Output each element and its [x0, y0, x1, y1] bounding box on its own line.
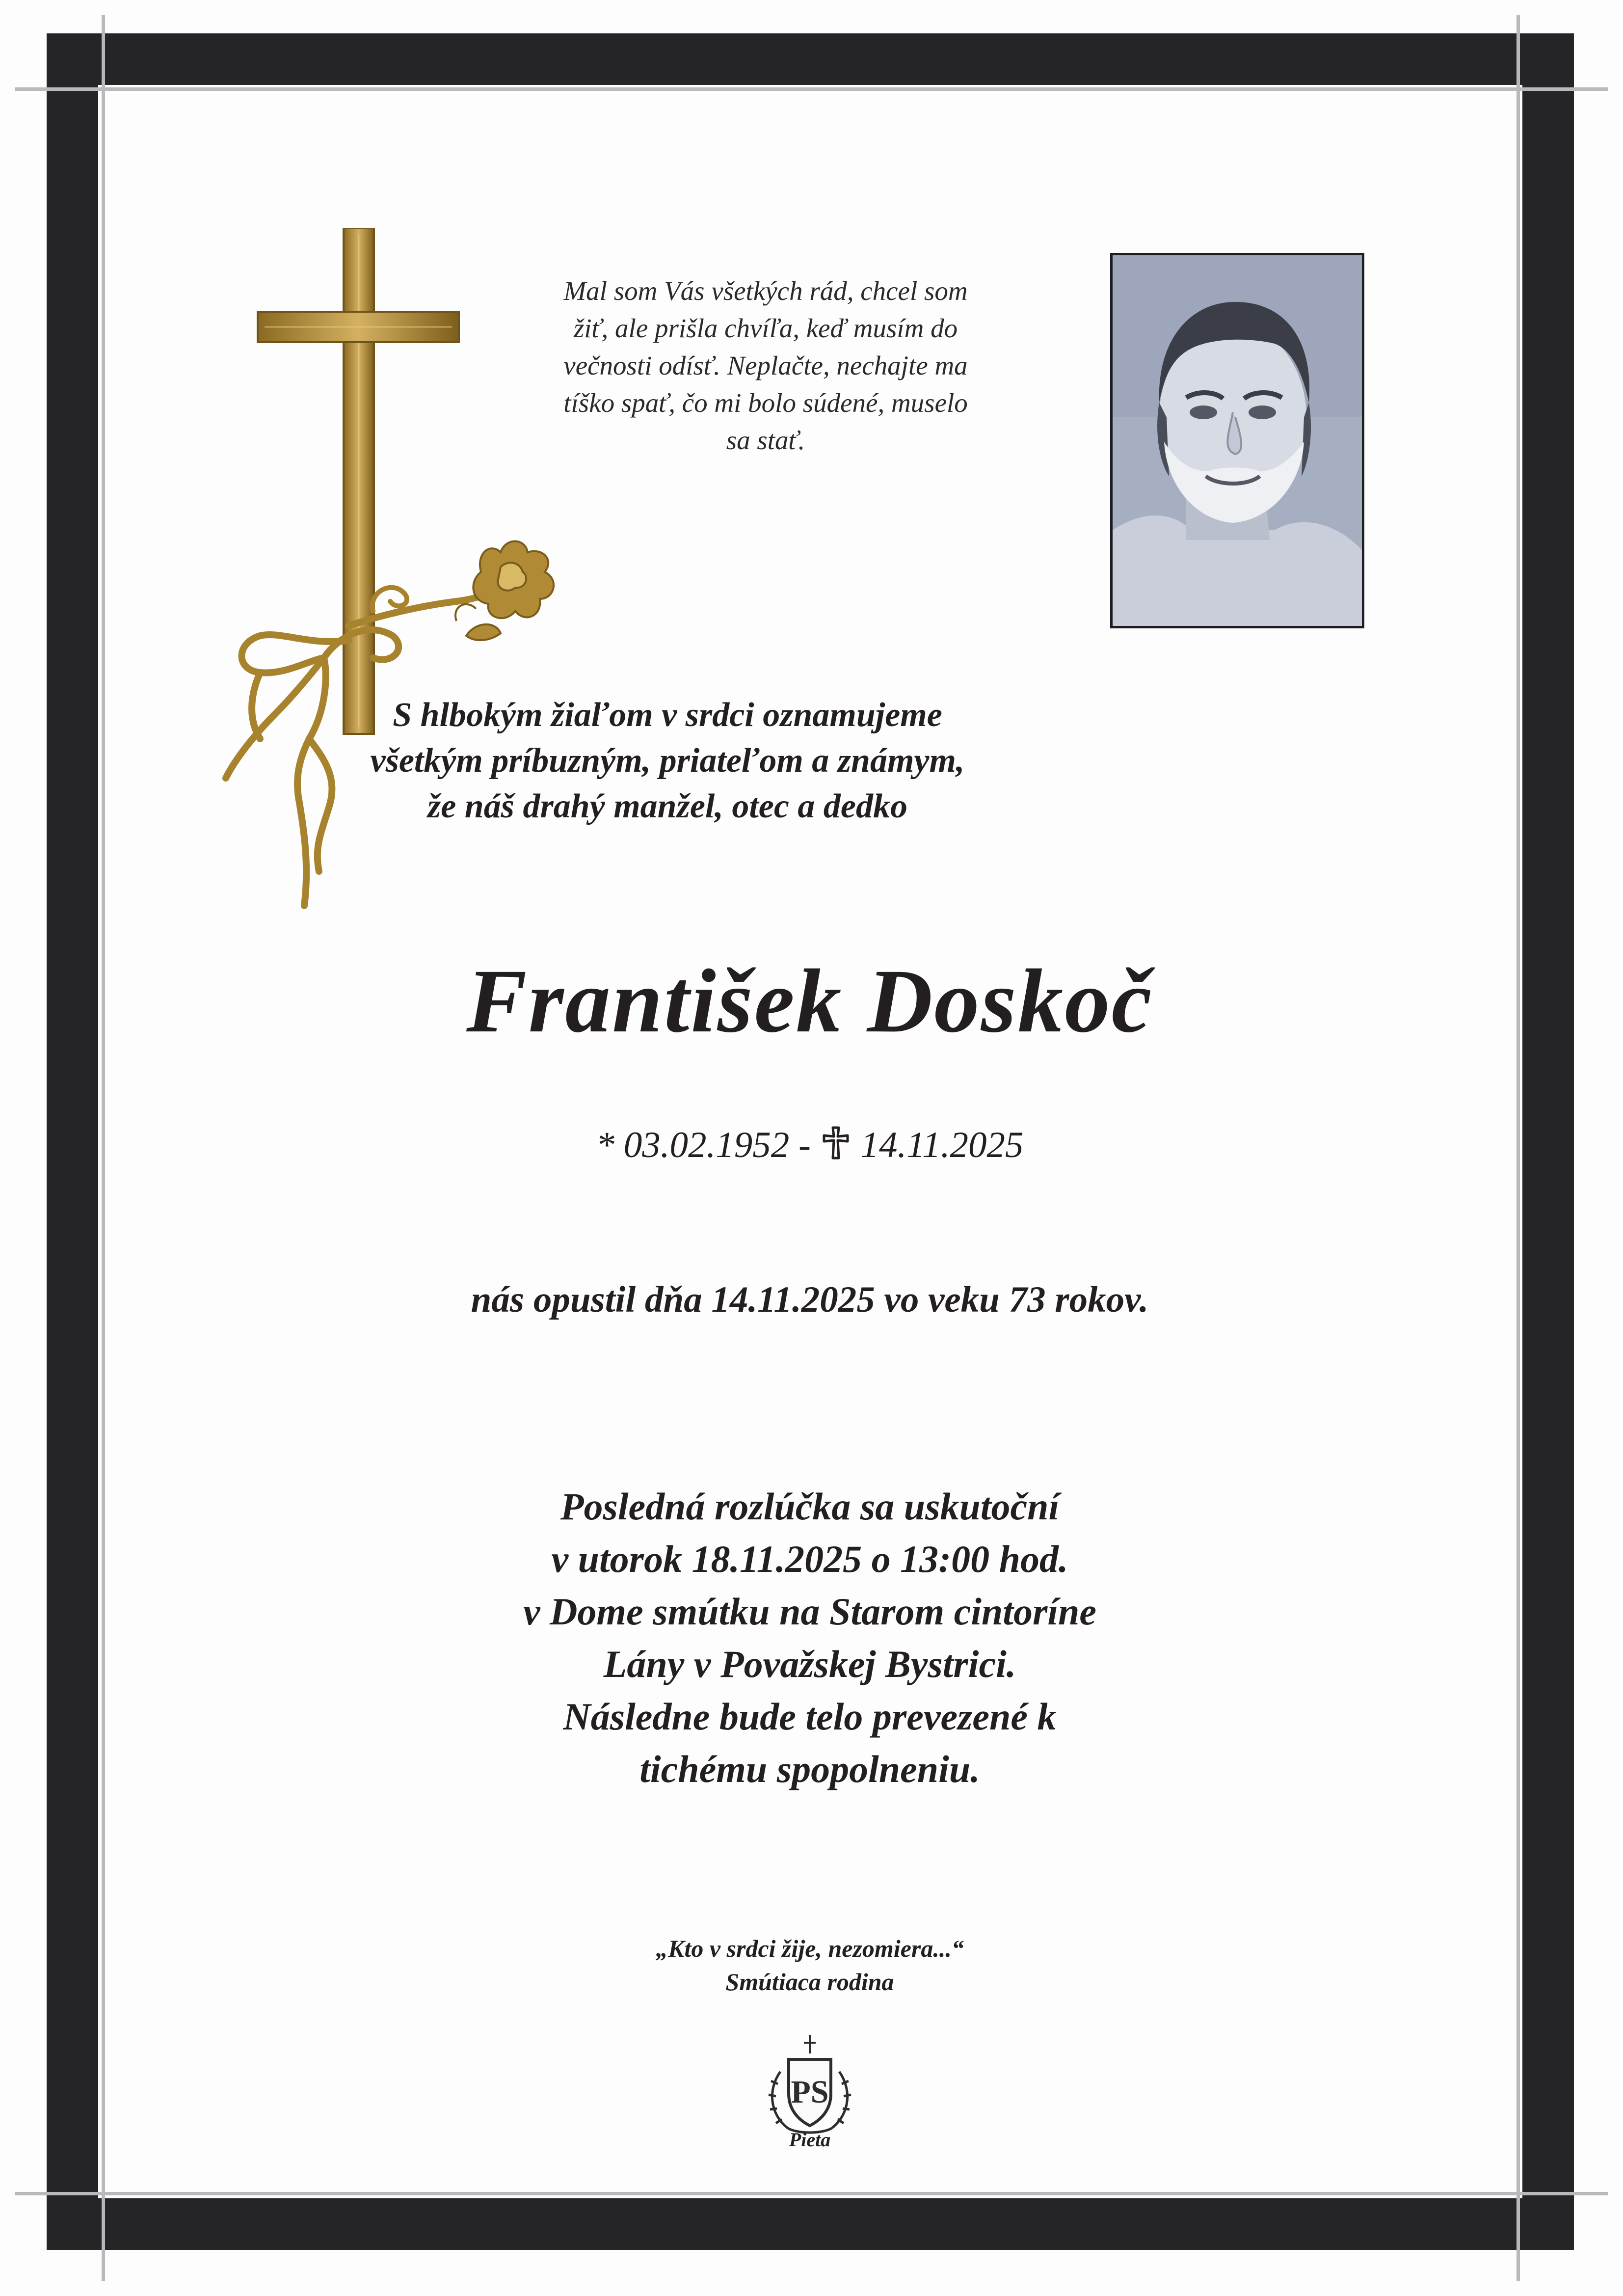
frame-right-border [1522, 33, 1574, 2250]
passing-statement: nás opustil dňa 14.11.2025 vo veku 73 rokov. [471, 1279, 1149, 1320]
motto-line: žiť, ale prišla chvíľa, keď musím do [573, 313, 958, 343]
logo-monogram: PS [791, 2074, 829, 2110]
funeral-line: Posledná rozlúčka sa uskutoční [560, 1485, 1060, 1528]
announcement-line: S hlbokým žiaľom v srdci oznamujeme [393, 696, 942, 734]
frame-bottom-border [47, 2198, 1574, 2250]
frame-top-border [47, 33, 1574, 85]
funeral-line: tichému spopolneniu. [639, 1748, 980, 1790]
portrait-illustration [1113, 255, 1362, 626]
motto-line: Mal som Vás všetkých rád, chcel som [563, 276, 968, 306]
small-cross-icon [820, 1126, 851, 1160]
frame-line-bottom [15, 2192, 1608, 2195]
announcement-line: všetkým príbuzným, priateľom a známym, [370, 742, 965, 780]
carnation-flower [455, 541, 554, 641]
death-date: 14.11.2025 [860, 1125, 1024, 1165]
frame-line-top [15, 87, 1608, 91]
motto-line: sa stať. [726, 425, 805, 455]
family-signature: Smútiaca rodina [725, 1968, 894, 1996]
announcement-line: že náš drahý manžel, otec a dedko [427, 787, 908, 825]
funeral-details [344, 1480, 1276, 1795]
closing-quote: „Kto v srdci žije, nezomiera...“ [656, 1935, 964, 1962]
funeral-line: v utorok 18.11.2025 o 13:00 hod. [551, 1538, 1068, 1580]
motto-line: večnosti odísť. Neplačte, nechajte ma [563, 351, 968, 380]
closing-block [491, 1932, 1129, 1999]
funeral-line: v Dome smútku na Starom cintoríne [523, 1590, 1097, 1633]
motto-verse [510, 272, 1021, 459]
motto-line: tíško spať, čo mi bolo súdené, muselo [563, 388, 968, 418]
logo-caption: Pieta [789, 2129, 831, 2151]
deceased-name: František Doskoč [466, 951, 1153, 1052]
life-dates [393, 1122, 1227, 1168]
announcement-text [319, 692, 1016, 829]
portrait-photo [1110, 253, 1364, 628]
birth-date: * 03.02.1952 - [596, 1125, 811, 1165]
frame-line-right [1517, 15, 1520, 2281]
funeral-line: Následne bude telo prevezené k [563, 1695, 1057, 1738]
frame-left-border [47, 33, 98, 2250]
funeral-line: Lány v Považskej Bystrici. [603, 1643, 1016, 1685]
frame-line-left [102, 15, 105, 2281]
